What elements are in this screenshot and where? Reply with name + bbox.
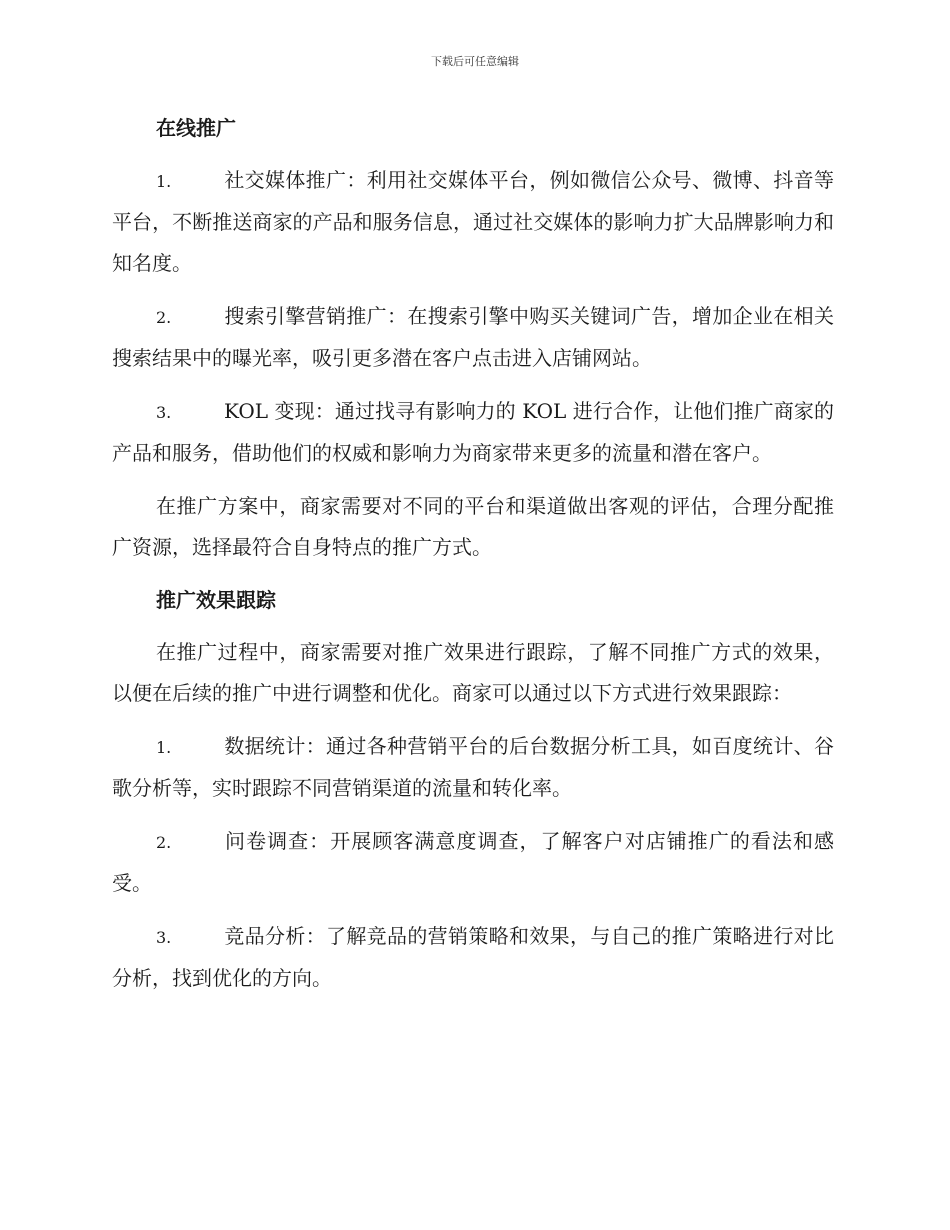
list-number: 1. (156, 172, 172, 191)
list-item (112, 296, 834, 379)
list-item (112, 391, 834, 474)
list-item (112, 821, 834, 904)
list-item (112, 160, 834, 284)
list-item (112, 916, 834, 999)
intro-paragraph: 在推广过程中，商家需要对推广效果进行跟踪，了解不同推广方式的效果，以便在后续的推广中进行调整和优化。商家可以通过以下方式进行效果跟踪： (112, 640, 834, 705)
list-number: 3. (156, 403, 172, 422)
section-heading-effect-tracking: 推广效果跟踪 (156, 588, 276, 612)
list-item-text: 竞品分析：了解竞品的营销策略和效果，与自己的推广策略进行对比分析，找到优化的方向。 (112, 924, 834, 990)
list-number: 1. (156, 738, 172, 757)
list-item-text: KOL 变现：通过找寻有影响力的 KOL 进行合作，让他们推广商家的产品和服务，借助他们的权威和影响力为商家带来更多的流量和潜在客户。 (112, 399, 834, 465)
list-item-text: 问卷调查：开展顾客满意度调查，了解客户对店铺推广的看法和感受。 (112, 829, 834, 895)
list-item-text: 数据统计：通过各种营销平台的后台数据分析工具，如百度统计、谷歌分析等，实时跟踪不同营销渠道的流量和转化率。 (112, 734, 834, 800)
section-heading-online-promotion: 在线推广 (156, 116, 236, 140)
list-number: 2. (156, 308, 172, 327)
list-number: 3. (156, 928, 172, 947)
list-item (112, 726, 834, 809)
closing-paragraph: 在推广方案中，商家需要对不同的平台和渠道做出客观的评估，合理分配推广资源，选择最符合自身特点的推广方式。 (112, 494, 834, 559)
list-item-text: 社交媒体推广：利用社交媒体平台，例如微信公众号、微博、抖音等平台，不断推送商家的产品和服务信息，通过社交媒体的影响力扩大品牌影响力和知名度。 (112, 168, 834, 275)
list-number: 2. (156, 833, 172, 852)
document-body (112, 108, 834, 1011)
page-header: 下载后可任意编辑 (431, 55, 519, 68)
list-item-text: 搜索引擎营销推广：在搜索引擎中购买关键词广告，增加企业在相关搜索结果中的曝光率，吸引更多潜在客户点击进入店铺网站。 (112, 304, 834, 370)
